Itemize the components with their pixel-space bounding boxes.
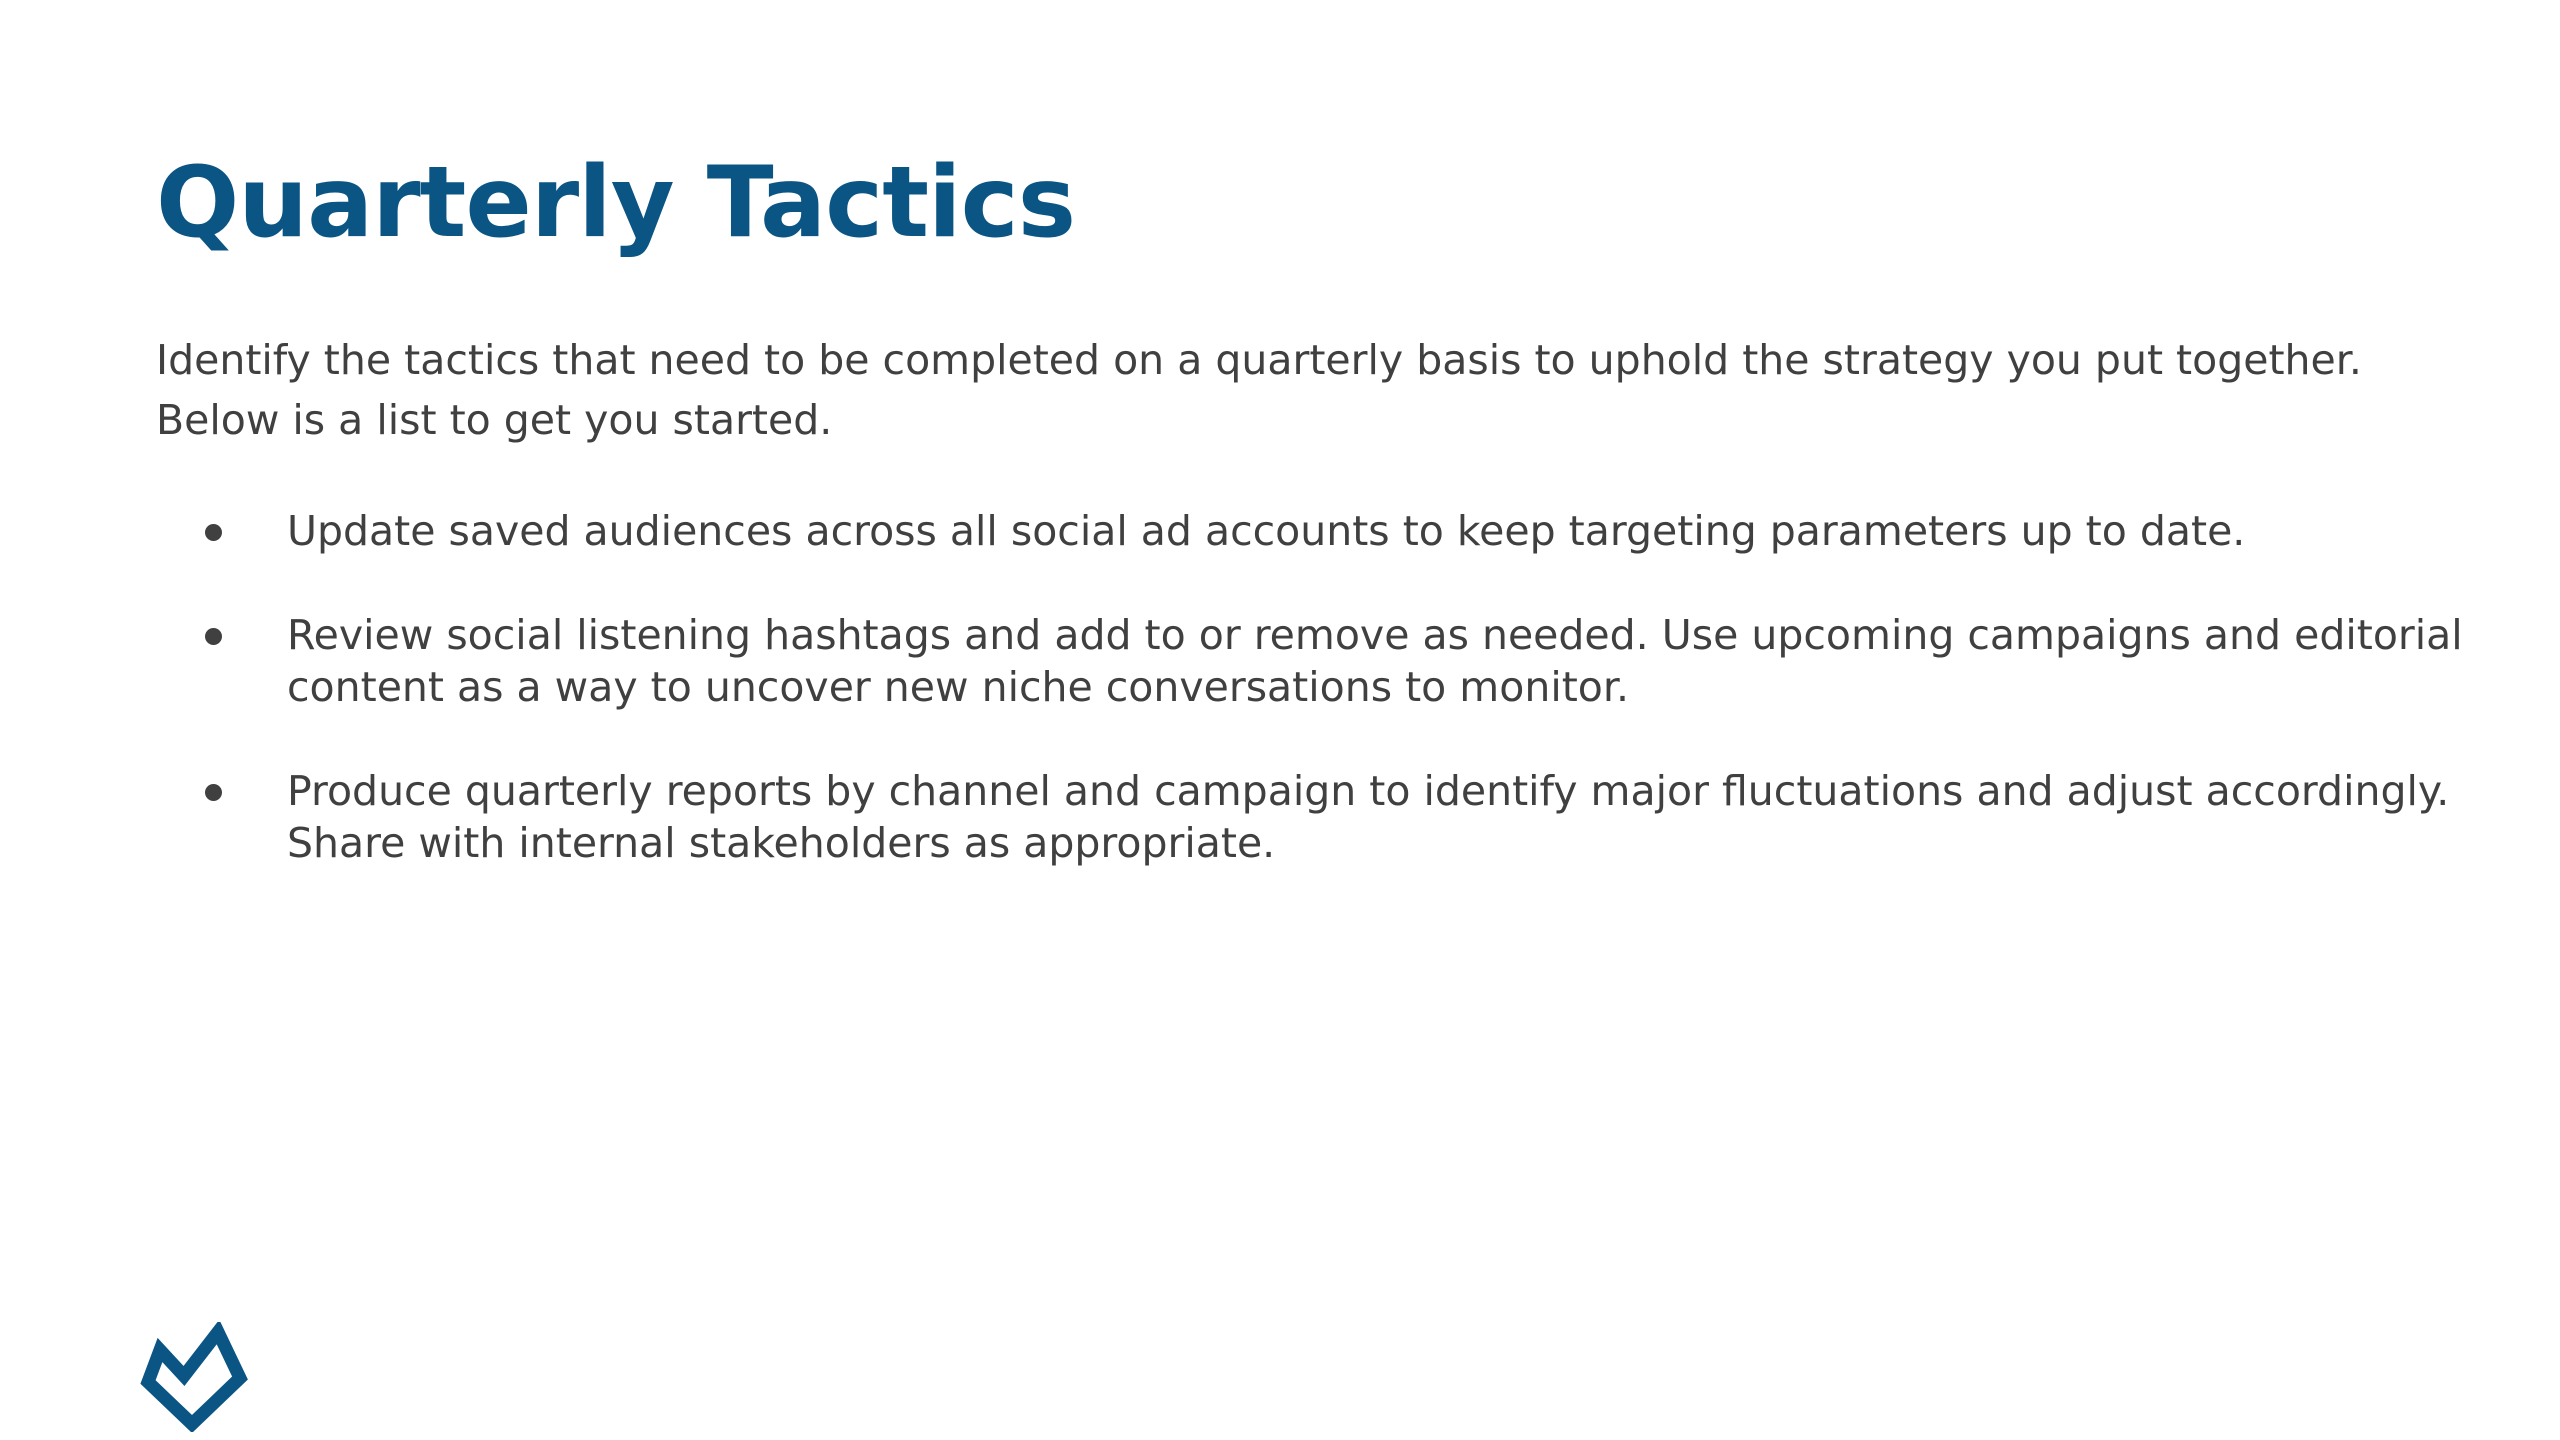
list-item <box>156 609 2516 713</box>
list-item-text: Update saved audiences across all social ad accounts to keep targeting parameters up to date. <box>287 507 2246 555</box>
list-item-text: Produce quarterly reports by channel and campaign to identify major fluctuations and adjust accordingly. Share with internal stakeholders as appropriate. <box>287 767 2450 867</box>
tactics-list <box>156 505 2516 921</box>
list-item-text: Review social listening hashtags and add to or remove as needed. Use upcoming campaigns and editorial content as a way to uncover new niche conversations to monitor. <box>287 611 2463 711</box>
bullet-icon <box>205 784 222 801</box>
intro-paragraph: Identify the tactics that need to be completed on a quarterly basis to uphold the strategy you put together. Below is a list to get you started. <box>156 336 2362 444</box>
list-item <box>156 765 2516 869</box>
list-item <box>156 505 2516 557</box>
slide-title: Quarterly Tactics <box>156 146 1076 260</box>
bullet-icon <box>205 628 222 645</box>
bullet-icon <box>205 524 222 541</box>
brand-logo-icon <box>140 1322 250 1432</box>
